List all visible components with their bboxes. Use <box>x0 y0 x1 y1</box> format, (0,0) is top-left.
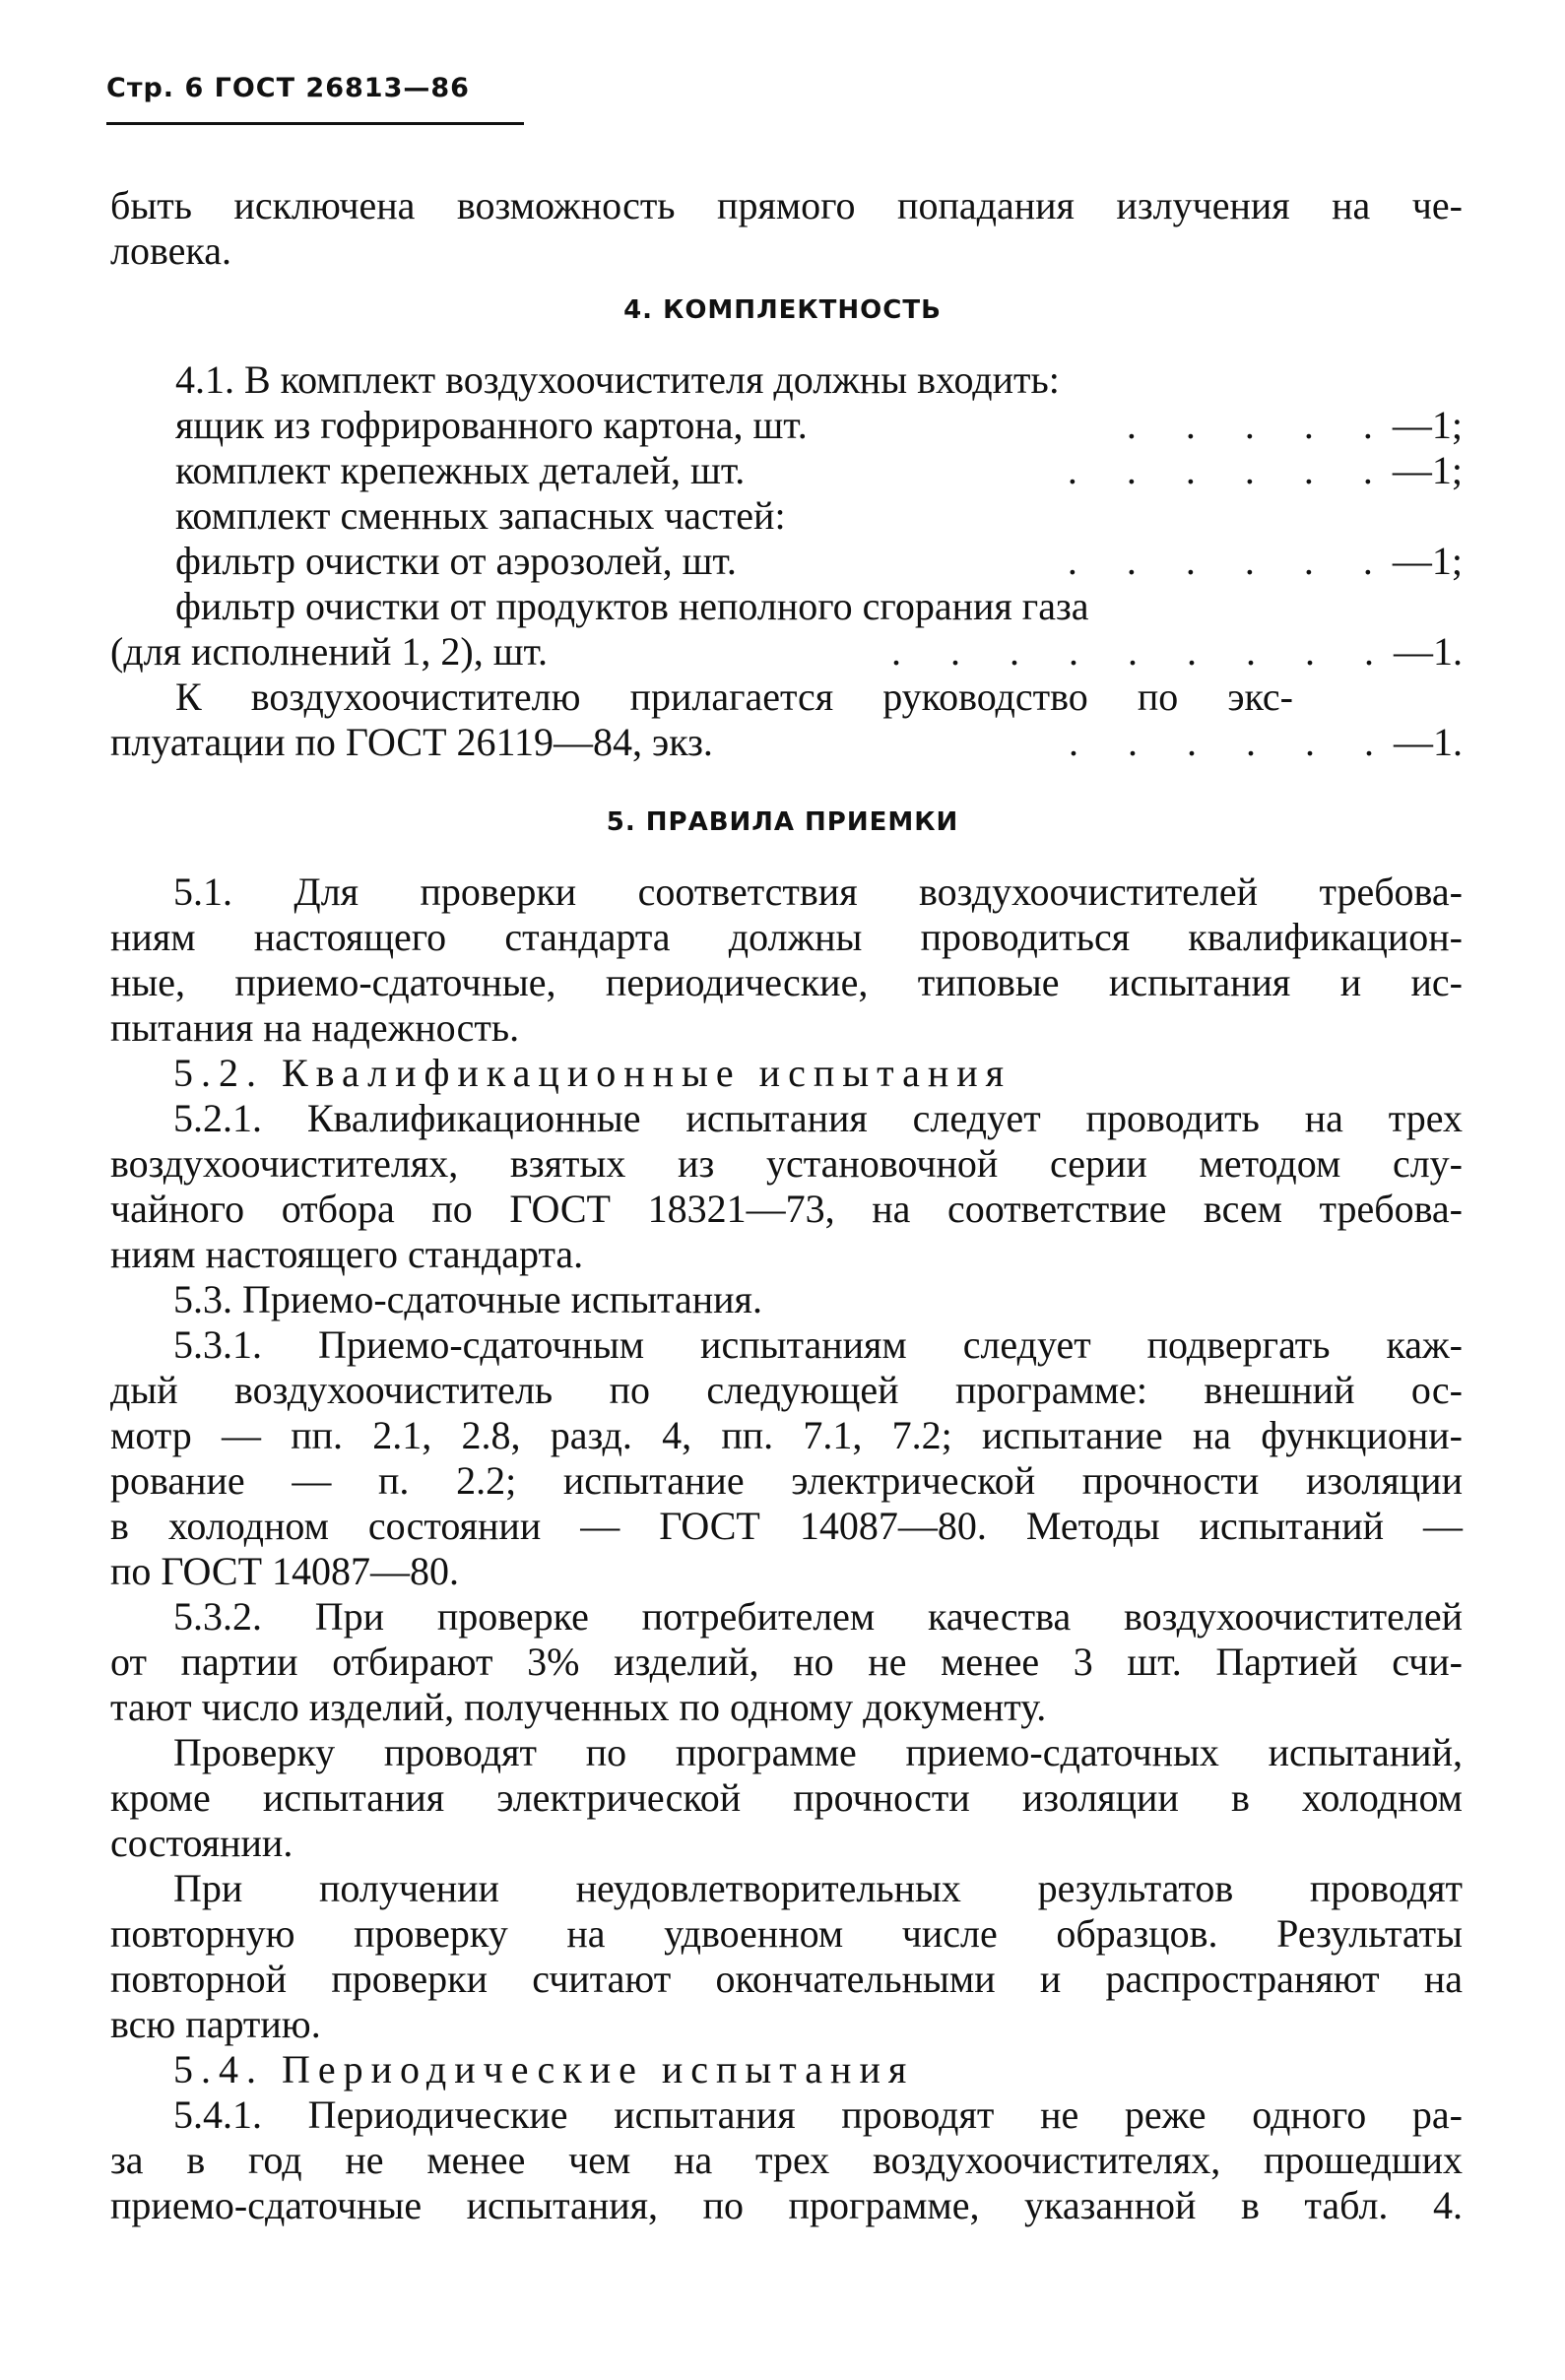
text-line: состоянии. <box>110 1821 293 1865</box>
page-header: Стр. 6 ГОСТ 26813—86 <box>106 73 470 103</box>
text-line: мотр — пп. 2.1, 2.8, разд. 4, пп. 7.1, 7.2; испытание на функциони- <box>110 1413 1463 1457</box>
subsection-heading: 5.3. Приемо-сдаточные испытания. <box>173 1277 762 1321</box>
kit-item-label: комплект крепежных деталей, шт. <box>175 448 746 492</box>
text-line: от партии отбирают 3% изделий, но не менее 3 шт. Партией счи- <box>110 1640 1463 1684</box>
kit-item-leader: . . . . . .—1; <box>1067 448 1463 492</box>
text-line: Проверку проводят по программе приемо-сдаточных испытаний, <box>173 1730 1463 1774</box>
kit-item-label: фильтр очистки от продуктов неполного сгорания газа <box>175 584 1089 628</box>
kit-item-label: фильтр очистки от аэрозолей, шт. <box>175 539 737 583</box>
subsection-heading: 5.4. Периодические испытания <box>173 2047 915 2091</box>
text-line: дый воздухоочиститель по следующей программе: внешний ос- <box>110 1368 1463 1412</box>
text-line: кроме испытания электрической прочности изоляции в холодном <box>110 1775 1463 1820</box>
text-line: всю партию. <box>110 2002 321 2046</box>
text-line: за в год не менее чем на трех воздухоочистителях, прошедших <box>110 2138 1463 2182</box>
text-line: пытания на надежность. <box>110 1005 520 1050</box>
text-line: повторную проверку на удвоенном числе образцов. Результаты <box>110 1911 1463 1956</box>
text-line: 5.4.1. Периодические испытания проводят не реже одного ра- <box>173 2092 1463 2137</box>
text-line: воздухоочистителях, взятых из установочной серии методом слу- <box>110 1141 1463 1186</box>
text-line: ниям настоящего стандарта должны проводиться квалификацион- <box>110 915 1463 959</box>
text-line: рование — п. 2.2; испытание электрической прочности изоляции <box>110 1458 1463 1503</box>
kit-item-leader: . . . . . .—1; <box>1067 539 1463 583</box>
kit-item-label: плуатации по ГОСТ 26119—84, экз. <box>110 720 713 764</box>
text-line: приемо-сдаточные испытания, по программе, указанной в табл. 4. <box>110 2183 1463 2227</box>
paragraph-4-1: 4.1. В комплект воздухоочистителя должны входить: <box>175 357 1060 402</box>
kit-item-label: (для исполнений 1, 2), шт. <box>110 629 549 674</box>
kit-item-label: комплект сменных запасных частей: <box>175 493 786 538</box>
text-line: ные, приемо-сдаточные, периодические, типовые испытания и ис- <box>110 960 1463 1004</box>
kit-item-label: ящик из гофрированного картона, шт. <box>175 403 808 447</box>
text-line: тают число изделий, полученных по одному документу. <box>110 1685 1047 1729</box>
text-line: в холодном состоянии — ГОСТ 14087—80. Методы испытаний — <box>110 1504 1463 1548</box>
intro-line: ловека. <box>110 228 231 273</box>
text-line: чайного отбора по ГОСТ 18321—73, на соответствие всем требова- <box>110 1187 1463 1231</box>
text-line: повторной проверки считают окончательными и распространяют на <box>110 1957 1463 2001</box>
text-line: 5.3.1. Приемо-сдаточным испытаниям следует подвергать каж- <box>173 1322 1463 1367</box>
kit-item-leader: . . . . . . . . .—1. <box>891 629 1463 674</box>
text-line: 5.2.1. Квалификационные испытания следует проводить на трех <box>173 1096 1463 1140</box>
intro-line: быть исключена возможность прямого попадания излучения на че- <box>110 183 1463 227</box>
text-line: При получении неудовлетворительных результатов проводят <box>173 1866 1463 1910</box>
header-rule <box>106 122 524 125</box>
kit-item-leader: . . . . .—1; <box>1126 403 1463 447</box>
text-line: 5.3.2. При проверке потребителем качества воздухоочистителей <box>173 1594 1463 1639</box>
manual-note: К воздухоочистителю прилагается руководство по экс- <box>175 675 1293 719</box>
subsection-heading: 5.2. Квалификационные испытания <box>173 1051 1012 1095</box>
section-5-title: 5. ПРАВИЛА ПРИЕМКИ <box>606 807 959 837</box>
text-line: ниям настоящего стандарта. <box>110 1232 584 1276</box>
text-line: по ГОСТ 14087—80. <box>110 1549 460 1593</box>
section-4-title: 4. КОМПЛЕКТНОСТЬ <box>623 295 942 325</box>
text-line: 5.1. Для проверки соответствия воздухоочистителей требова- <box>173 869 1463 914</box>
kit-item-leader: . . . . . .—1. <box>1069 720 1463 764</box>
